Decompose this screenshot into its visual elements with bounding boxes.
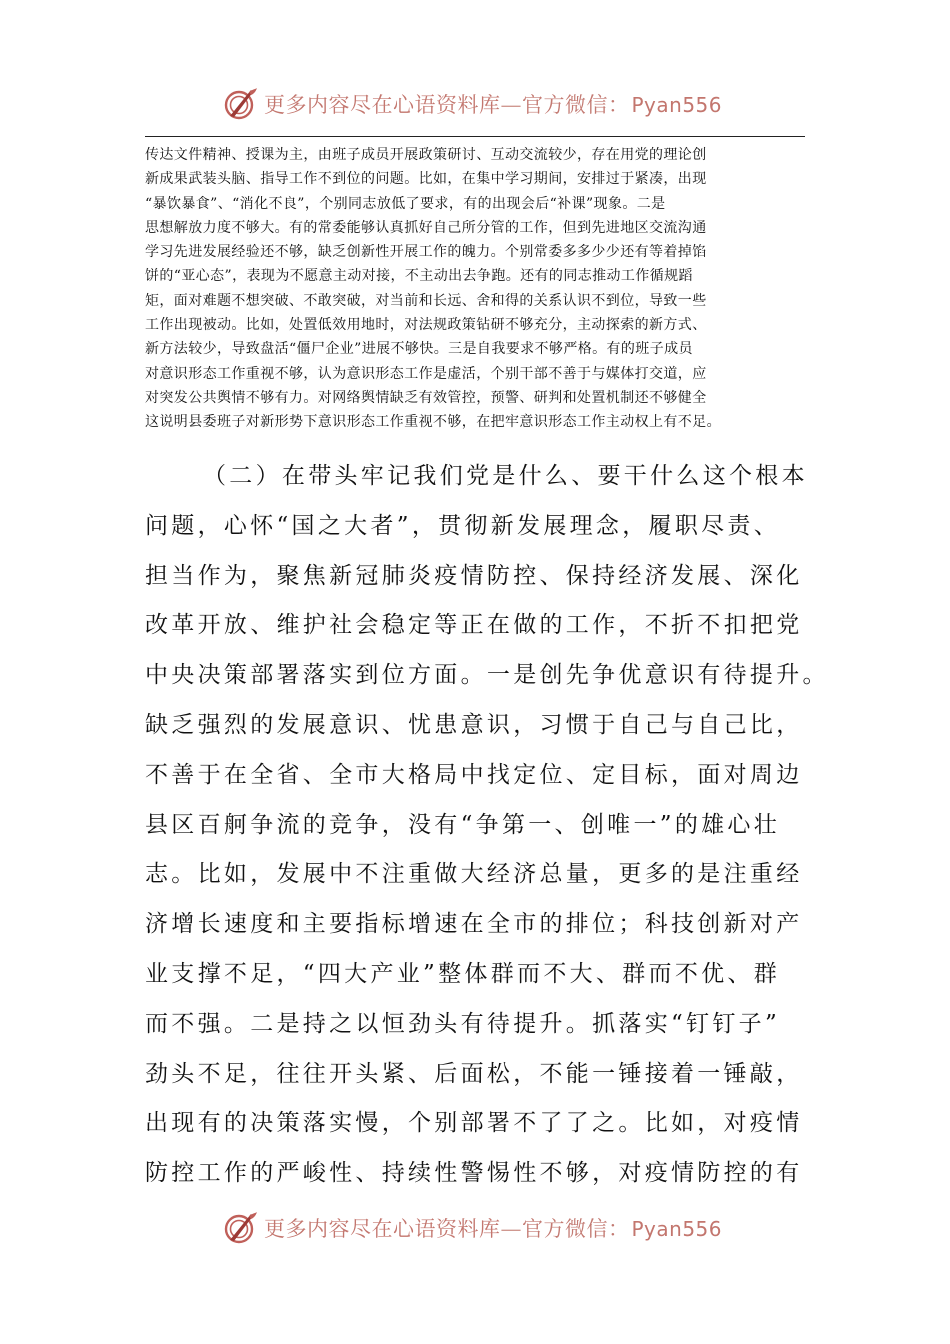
header-rule xyxy=(145,136,805,137)
text-line: “暴饮暴食”、“消化不良”，个别同志放低了要求，有的出现会后“补课”现象。二是 xyxy=(145,195,666,212)
text-line: 问题，心怀“国之大者”，贯彻新发展理念，履职尽责、 xyxy=(145,512,781,539)
text-line: 济增长速度和主要指标增速在全市的排位；科技创新对产 xyxy=(145,911,803,938)
text-line: 防控工作的严峻性、持续性警惕性不够，对疫情防控的有 xyxy=(145,1160,803,1187)
text-line: 学习先进发展经验还不够，缺乏创新性开展工作的魄力。个别常委多多少少还有等着掉馅 xyxy=(145,244,707,261)
text-line: 业支撑不足，“四大产业”整体群而不大、群而不优、群 xyxy=(145,960,781,987)
text-line: 劲头不足，往往开头紧、后面松，不能一锤接着一锤敲， xyxy=(145,1060,803,1087)
text-line: 志。比如，发展中不注重做大经济总量，更多的是注重经 xyxy=(145,861,803,888)
banner-separator: — xyxy=(500,1217,522,1241)
text-line: 传达文件精神、授课为主，由班子成员开展政策研讨、互动交流较少，存在用党的理论创 xyxy=(145,147,707,163)
text-line: 饼的“亚心态”，表现为不愿意主动对接，不主动出去争跑。还有的同志推动工作循规蹈 xyxy=(145,268,693,285)
main-paragraph xyxy=(145,452,835,1199)
banner-wechat-label: 官方微信： xyxy=(522,1217,630,1241)
text-line: 改革开放、维护社会稳定等正在做的工作，不折不扣把党 xyxy=(145,612,803,639)
text-line: 思想解放力度不够大。有的常委能够认真抓好自己所分管的工作，但到先进地区交流沟通 xyxy=(145,219,707,236)
text-line: 缺乏强烈的发展意识、忧患意识，习惯于自己与自己比， xyxy=(145,711,803,738)
text-line: 对意识形态工作重视不够，认为意识形态工作是虚活，个别干部不善于与媒体打交道，应 xyxy=(145,365,707,382)
banner-wechat-id: Pyan556 xyxy=(631,1217,723,1241)
text-line: 而不强。二是持之以恒劲头有待提升。抓落实“钉钉子” xyxy=(145,1010,781,1037)
small-paragraph xyxy=(145,143,809,435)
header-banner xyxy=(222,82,722,126)
text-line: 工作出现被动。比如，处置低效用地时，对法规政策钻研不够充分，主动探索的新方式、 xyxy=(145,317,707,334)
banner-wechat-id: Pyan556 xyxy=(631,93,723,117)
banner-wechat-label: 官方微信： xyxy=(522,93,630,117)
text-line: 中央决策部署落实到位方面。一是创先争优意识有待提升。 xyxy=(145,662,829,689)
text-line: 对突发公共舆情不够有力。对网络舆情缺乏有效管控，预警、研判和处置机制还不够健全 xyxy=(145,389,707,406)
banner-separator: — xyxy=(500,93,522,117)
text-line: 出现有的决策落实慢，个别部署不了了之。比如，对疫情 xyxy=(145,1110,803,1137)
text-line: 这说明县委班子对新形势下意识形态工作重视不够，在把牢意识形态工作主动权上有不足。 xyxy=(145,414,721,431)
quill-logo-icon xyxy=(222,86,258,122)
banner-slogan: 更多内容尽在心语资料库 xyxy=(264,1217,501,1241)
footer-banner xyxy=(222,1206,722,1250)
text-line: 新成果武装头脑、指导工作不到位的问题。比如，在集中学习期间，安排过于紧凑，出现 xyxy=(145,171,707,188)
text-line: 不善于在全省、全市大格局中找定位、定目标，面对周边 xyxy=(145,761,803,788)
section-heading-line: （二）在带头牢记我们党是什么、要干什么这个根本 xyxy=(203,463,808,489)
quill-logo-icon xyxy=(222,1210,258,1246)
text-line: 县区百舸争流的竞争，没有“争第一、创唯一”的雄心壮 xyxy=(145,811,781,838)
text-line: 担当作为，聚焦新冠肺炎疫情防控、保持经济发展、深化 xyxy=(145,562,803,589)
text-line: 矩，面对难题不想突破、不敢突破，对当前和长远、舍和得的关系认识不到位，导致一些 xyxy=(145,292,707,309)
banner-slogan: 更多内容尽在心语资料库 xyxy=(264,93,501,117)
text-line: 新方法较少，导致盘活“僵尸企业”进展不够快。三是自我要求不够严格。有的班子成员 xyxy=(145,341,693,358)
